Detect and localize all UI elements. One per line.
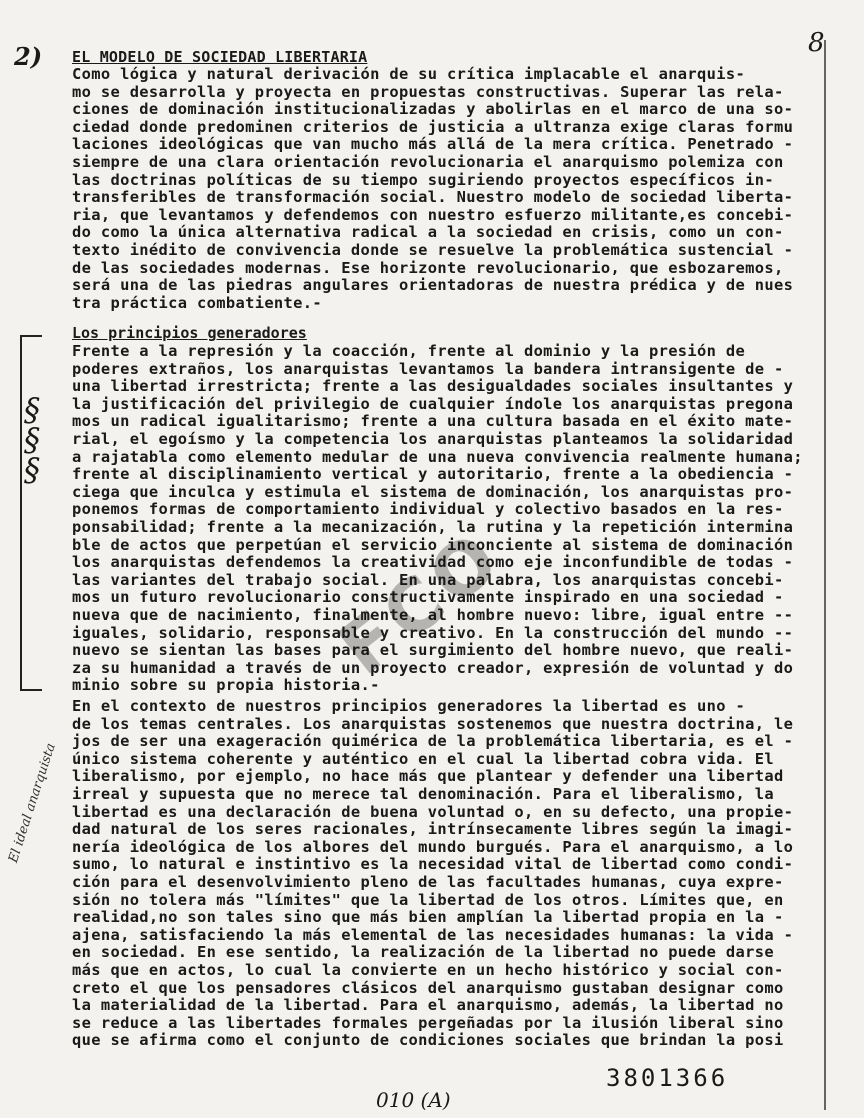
text-line: nería ideológica de los albores del mundo burgués. Para el anarquismo, a lo xyxy=(72,838,794,856)
text-line: creto el que los pensadores clásicos del anarquismo gustaban designar como xyxy=(72,979,784,997)
margin-handwritten-note: El ideal anarquista xyxy=(6,741,59,865)
text-line: ciedad donde predominen criterios de justicia a ultranza exige claras formu xyxy=(72,118,794,136)
section-number: 2) xyxy=(14,42,43,71)
text-line: más que en actos, lo cual la convierte en un hecho histórico y social con- xyxy=(72,961,784,979)
text-line: jos de ser una exageración quimérica de la problemática libertaria, es el - xyxy=(72,733,794,751)
text-line: los anarquistas defendemos la creatividad como eje inconfundible de todas - xyxy=(72,554,794,572)
text-line: texto inédito de convivencia donde se resuelve la problemática sustencial - xyxy=(72,241,794,259)
text-line: realidad,no son tales sino que más bien amplían la libertad propia en la - xyxy=(72,909,784,927)
text-line: a rajatabla como elemento medular de una nueva convivencia realmente humana; xyxy=(72,448,803,466)
text-line: único sistema coherente y auténtico en el cual la libertad cobra vida. El xyxy=(72,750,774,768)
text-line: las doctrinas políticas de su tiempo sugiriendo proyectos específicos in- xyxy=(72,171,774,189)
text-line: una libertad irrestricta; frente a las desigualdades sociales insultantes y xyxy=(72,378,794,396)
text-line: ajena, satisfaciendo la más elemental de las necesidades humanas: la vida - xyxy=(72,926,794,944)
text-line: En el contexto de nuestros principios generadores la libertad es uno - xyxy=(72,698,746,715)
text-line: Frente a la represión y la coacción, frente al dominio y la presión de xyxy=(72,343,746,360)
text-line: ciones de dominación institucionalizadas y abolirlas en el marco de una so- xyxy=(72,101,794,119)
margin-scribble: § § § xyxy=(24,391,40,489)
text-line: se reduce a las libertades formales pergeñadas por la ilusión liberal sino xyxy=(72,1014,784,1032)
text-line: libertad es una declaración de buena voluntad o, en su defecto, una propie- xyxy=(72,803,794,821)
text-line: será una de las piedras angulares orientadoras de nuestra prédica y de nues xyxy=(72,277,794,295)
text-line: mos un futuro revolucionario constructivamente inspirado en una sociedad - xyxy=(72,589,784,607)
text-line: transferibles de transformación social. Nuestro modelo de sociedad liberta- xyxy=(72,189,794,207)
text-line: siempre de una clara orientación revolucionaria el anarquismo polemiza con xyxy=(72,153,784,171)
text-line: ponemos formas de comportamiento individual y colectivo basados en la res- xyxy=(72,501,784,519)
text-line: ble de actos que perpetúan el servicio inconciente al sistema de dominación xyxy=(72,536,794,554)
paragraph-2 xyxy=(72,343,832,695)
text-line: Como lógica y natural derivación de su crítica implacable el anarquis- xyxy=(72,66,746,83)
text-line: frente al disciplinamiento vertical y autoritario, frente a la obediencia - xyxy=(72,466,794,484)
text-line: minio sobre su propia historia.- xyxy=(72,677,380,695)
text-line: mo se desarrolla y proyecta en propuestas constructivas. Superar las rela- xyxy=(72,83,784,101)
folio-number: 010 (A) xyxy=(376,1088,451,1112)
text-line: ciega que inculca y estimula el sistema de dominación, los anarquistas pro- xyxy=(72,483,794,501)
subheading: Los principios generadores xyxy=(72,324,307,342)
text-line: de los temas centrales. Los anarquistas sostenemos que nuestra doctrina, le xyxy=(72,715,794,733)
text-line: rial, el egoísmo y la competencia los anarquistas planteamos la solidaridad xyxy=(72,430,794,448)
text-line: ponsabilidad; frente a la mecanización, la rutina y la repetición intermina xyxy=(72,518,794,536)
text-line: la justificación del privilegio de cualquier índole los anarquistas pregona xyxy=(72,395,794,413)
margin-bracket xyxy=(20,335,42,691)
text-line: ria, que levantamos y defendemos con nuestro esfuerzo militante,es concebi- xyxy=(72,206,794,224)
paragraph-1 xyxy=(72,66,832,312)
text-line: tra práctica combatiente.- xyxy=(72,294,323,312)
text-line: nuevo se sientan las bases para el surgimiento del hombre nuevo, que reali- xyxy=(72,642,794,660)
text-line: mos un radical igualitarismo; frente a una cultura basada en el éxito mate- xyxy=(72,413,794,431)
text-line: poderes extraños, los anarquistas levantamos la bandera intransigente de - xyxy=(72,360,784,378)
section-heading: EL MODELO DE SOCIEDAD LIBERTARIA xyxy=(72,48,368,66)
page-number: 8 xyxy=(808,28,825,58)
text-line: liberalismo, por ejemplo, no hace más que plantear y defender una libertad xyxy=(72,768,784,786)
text-line: las variantes del trabajo social. En una palabra, los anarquistas concebi- xyxy=(72,571,784,589)
text-line: en sociedad. En ese sentido, la realización de la libertad no puede darse xyxy=(72,944,774,962)
text-line: za su humanidad a través de un proyecto creador, expresión de voluntad y do xyxy=(72,659,794,677)
text-line: ción para el desenvolvimiento pleno de las facultades humanas, cuya expre- xyxy=(72,873,784,891)
text-line: que se afirma como el conjunto de condiciones sociales que brindan la posi xyxy=(72,1032,784,1050)
text-line: nueva que de nacimiento, finalmente, al hombre nuevo: libre, igual entre -- xyxy=(72,606,794,624)
document-number: 3801366 xyxy=(606,1064,729,1092)
text-line: iguales, solidario, responsable y creativo. En la construcción del mundo -- xyxy=(72,624,794,642)
text-line: irreal y supuesta que no merece tal denominación. Para el liberalismo, la xyxy=(72,785,774,803)
text-line: de las sociedades modernas. Ese horizonte revolucionario, que esbozaremos, xyxy=(72,259,784,277)
paragraph-3 xyxy=(72,698,832,1050)
text-line: laciones ideológicas que van mucho más allá de la mera crítica. Penetrado - xyxy=(72,136,794,154)
stamp: FCO xyxy=(323,513,518,691)
text-line: sión no tolera más "límites" que la libertad de los otros. Límites que, en xyxy=(72,891,784,909)
text-line: la materialidad de la libertad. Para el anarquismo, además, la libertad no xyxy=(72,997,784,1015)
text-line: do como la única alternativa radical a la sociedad en crisis, como un con- xyxy=(72,224,784,242)
text-line: sumo, lo natural e instintivo es la necesidad vital de libertad como condi- xyxy=(72,856,794,874)
text-line: dad natural de los seres racionales, intrínsecamente libres según la imagi- xyxy=(72,821,794,839)
